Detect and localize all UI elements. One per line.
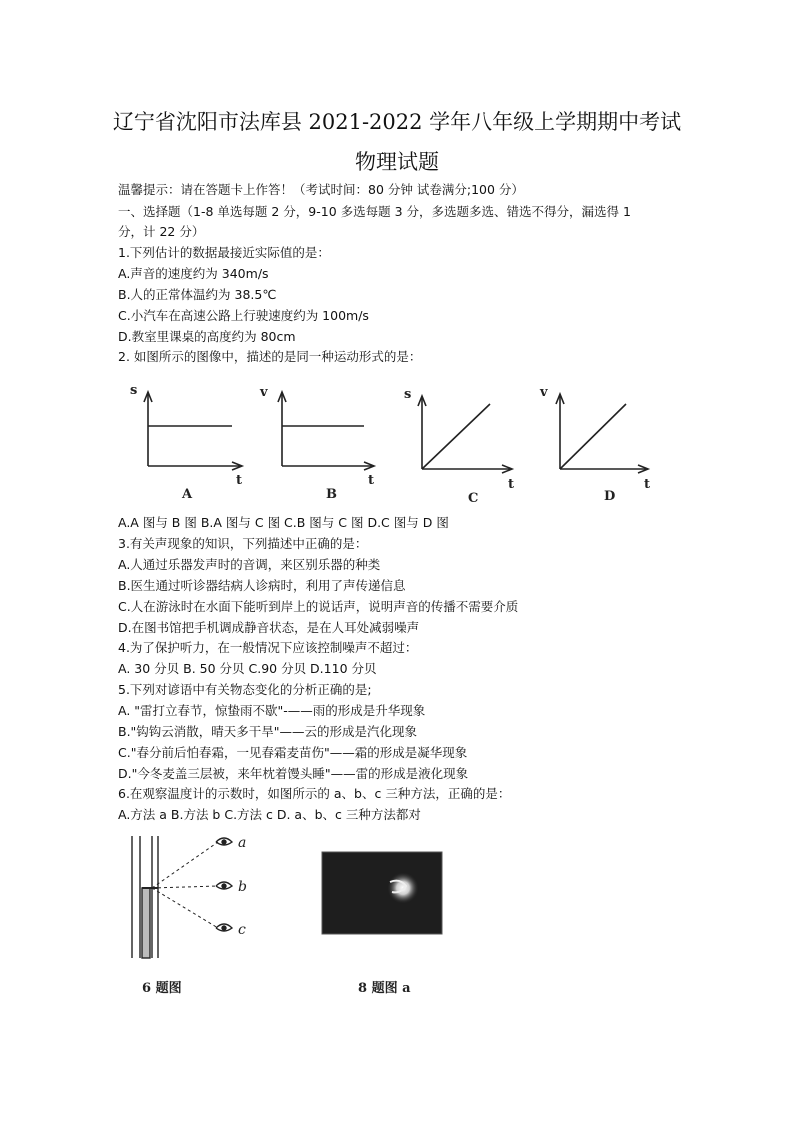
q5-stem: 5.下列对谚语中有关物态变化的分析正确的是; <box>118 682 372 697</box>
thermometer-figure <box>120 830 290 1005</box>
q3-option-d: D.在图书馆把手机调成静音状态，是在人耳处减弱噪声 <box>118 620 420 635</box>
q4-options: A. 30 分贝 B. 50 分贝 C.90 分贝 D.110 分贝 <box>118 661 377 676</box>
q6-options: A.方法 a B.方法 b C.方法 c D. a、b、c 三种方法都对 <box>118 807 421 822</box>
section-heading-cont: 分，计 22 分） <box>118 224 205 239</box>
q3-option-c: C.人在游泳时在水面下能听到岸上的说话声，说明声音的传播不需要介质 <box>118 599 519 614</box>
q5-option-c: C."春分前后怕春霜，一见春霜麦苗伤"——霜的形成是凝华现象 <box>118 745 468 760</box>
eye-icon <box>216 838 232 931</box>
q1-option-d: D.教室里课桌的高度约为 80cm <box>118 329 296 344</box>
q4-stem: 4.为了保护听力，在一般情况下应该控制噪声不超过： <box>118 640 418 655</box>
q1-stem: 1.下列估计的数据最接近实际值的是： <box>118 245 330 260</box>
q6-stem: 6.在观察温度计的示数时，如图所示的 a、b、c 三种方法，正确的是： <box>118 786 511 801</box>
q3-stem: 3.有关声现象的知识，下列描述中正确的是： <box>118 536 368 551</box>
q5-option-a: A. "雷打立春节，惊蛰雨不歇"-——雨的形成是升华现象 <box>118 703 426 718</box>
fig8-caption: 8 题图 a <box>358 981 411 996</box>
graph-d-caption: D <box>604 489 616 504</box>
graph-c-caption: C <box>468 491 479 506</box>
fig6-caption: 6 题图 <box>142 981 182 996</box>
graph-b-ylabel: v <box>260 385 268 400</box>
photo-figure-8a <box>318 848 448 998</box>
q2-options: A.A 图与 B 图 B.A 图与 C 图 C.B 图与 C 图 D.C 图与 D 图 <box>118 515 449 530</box>
graph-a-xlabel: t <box>236 473 243 488</box>
q2-stem: 2. 如图所示的图像中，描述的是同一种运动形式的是： <box>118 349 422 364</box>
graph-b-caption: B <box>326 487 337 502</box>
q5-option-d: D."今冬麦盖三层被，来年枕着馒头睡"——雷的形成是液化现象 <box>118 766 469 781</box>
view-label-b: b <box>238 879 247 895</box>
section-heading: 一、选择题（1-8 单选每题 2 分，9-10 多选每题 3 分，多选题多选、错选不得分，漏选得 1 <box>118 204 631 219</box>
title-line-2: 物理试题 <box>355 150 439 174</box>
graph-a-caption: A <box>182 487 193 502</box>
q5-option-b: B."钩钩云消散，晴天多干旱"——云的形成是汽化现象 <box>118 724 418 739</box>
view-label-a: a <box>238 835 247 851</box>
q1-option-b: B.人的正常体温约为 38.5℃ <box>118 287 277 302</box>
graph-d-xlabel: t <box>644 477 651 492</box>
title-line-1: 辽宁省沈阳市法库县 2021-2022 学年八年级上学期期中考试 <box>112 110 682 134</box>
q3-option-a: A.人通过乐器发声时的音调，来区别乐器的种类 <box>118 557 381 572</box>
q3-option-b: B.医生通过听诊器结病人诊病时，利用了声传递信息 <box>118 578 406 593</box>
graph-a-ylabel: s <box>130 383 138 398</box>
graph-c-ylabel: s <box>404 387 412 402</box>
q2-graphs-figure <box>118 372 678 512</box>
graph-b-xlabel: t <box>368 473 375 488</box>
graph-d-ylabel: v <box>540 385 548 400</box>
q1-option-a: A.声音的速度约为 340m/s <box>118 266 269 281</box>
q1-option-c: C.小汽车在高速公路上行驶速度约为 100m/s <box>118 308 369 323</box>
graph-c-xlabel: t <box>508 477 515 492</box>
view-label-c: c <box>238 922 246 938</box>
exam-notice: 温馨提示：请在答题卡上作答！（考试时间：80 分钟 试卷满分;100 分） <box>118 182 524 197</box>
